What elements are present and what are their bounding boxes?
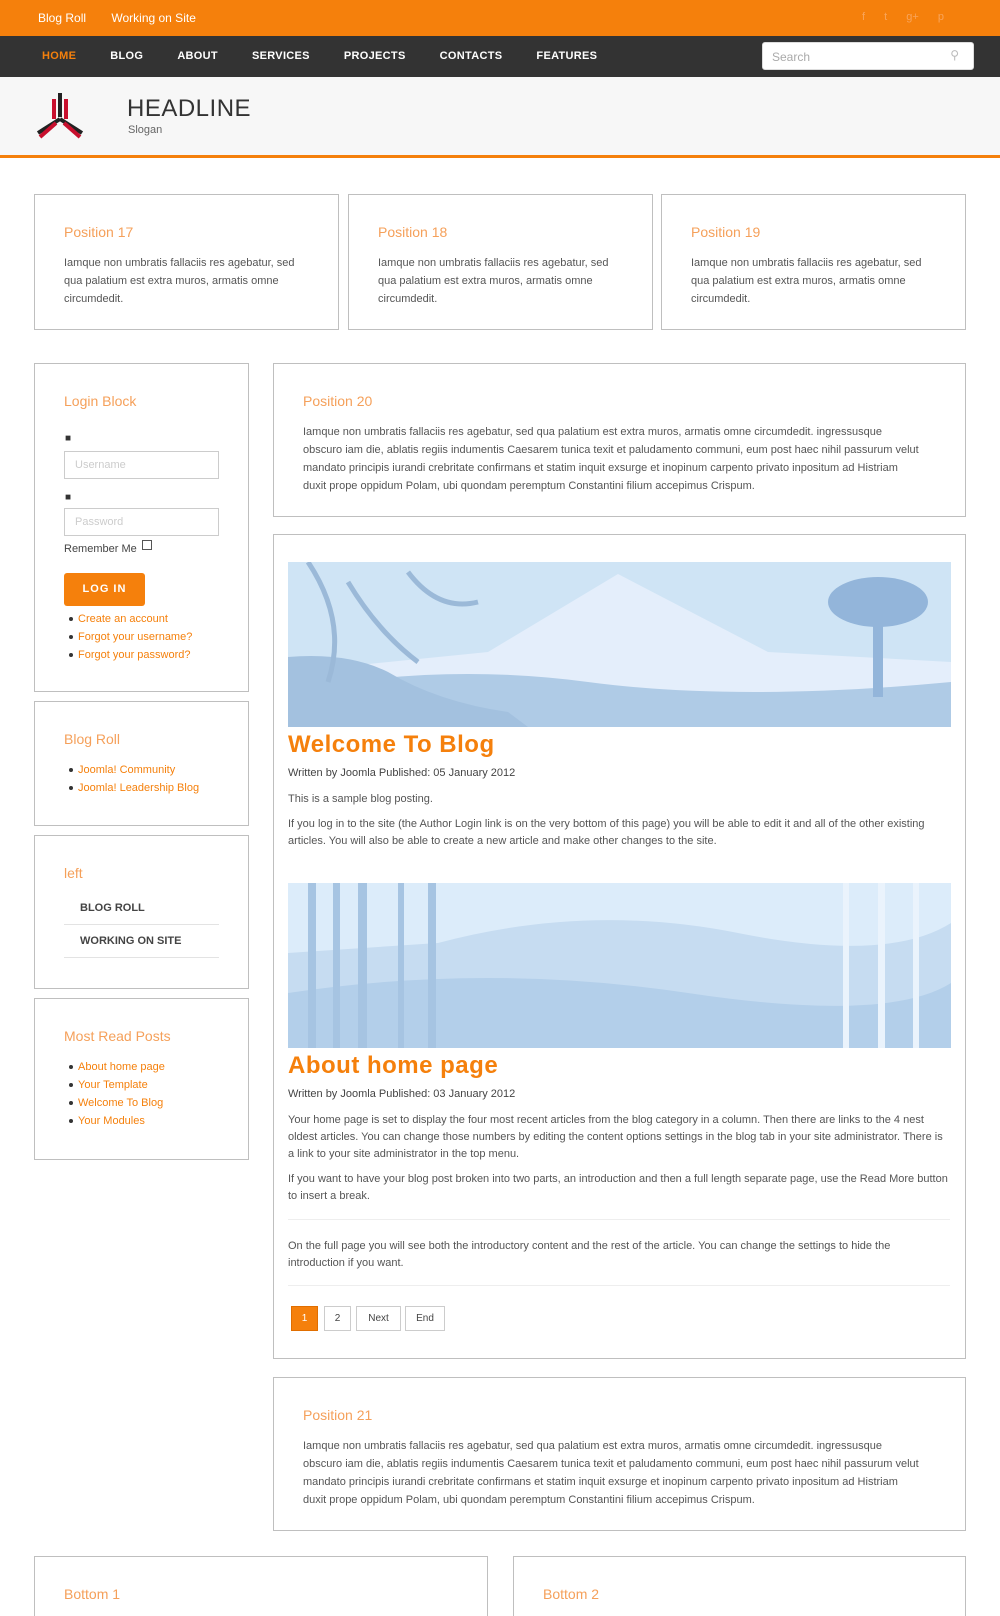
search-input[interactable] — [762, 42, 974, 70]
position-18-box — [348, 194, 653, 330]
main-nav — [0, 36, 1000, 77]
top-link-working-on-site[interactable]: Working on Site — [111, 11, 196, 25]
article-1-para: This is a sample blog posting. — [288, 793, 433, 805]
most-read-link[interactable]: Welcome To Blog — [64, 1094, 165, 1112]
page-2-button[interactable]: 2 — [324, 1306, 351, 1331]
most-read-link[interactable]: Your Template — [64, 1076, 165, 1094]
end-page-button[interactable]: End — [405, 1306, 445, 1331]
most-read-links — [64, 1058, 165, 1130]
article-1-image[interactable] — [288, 562, 951, 727]
position-19-text: Iamque non umbratis fallaciis res agebatur, sed qua palatium est extra muros, armatis omne circumdedit. — [691, 257, 922, 305]
lock-icon: ■ — [65, 492, 72, 503]
blog-roll-block — [34, 701, 249, 826]
most-read-block — [34, 998, 249, 1160]
login-title: Login Block — [64, 393, 137, 409]
remember-me-label: Remember Me — [64, 543, 137, 555]
left-menu-item-blog-roll[interactable]: BLOG ROLL — [64, 892, 219, 925]
article-2-image[interactable] — [288, 883, 951, 1048]
twitter-icon[interactable]: t — [884, 11, 888, 23]
password-input[interactable]: Password — [64, 508, 219, 536]
left-menu-block — [34, 835, 249, 989]
nav-item-home[interactable]: HOME — [42, 50, 77, 62]
nav-item-about[interactable]: ABOUT — [177, 50, 218, 62]
position-19-title: Position 19 — [691, 224, 761, 240]
search-icon[interactable]: ⚲ — [950, 48, 959, 62]
nav-item-blog[interactable]: BLOG — [110, 50, 144, 62]
login-block — [34, 363, 249, 692]
blog-articles — [273, 534, 966, 1359]
position-19-box — [661, 194, 966, 330]
logo-icon[interactable] — [30, 91, 90, 141]
position-20-box — [273, 363, 966, 517]
position-21-box — [273, 1377, 966, 1531]
top-link-blog-roll[interactable]: Blog Roll — [38, 11, 87, 25]
article-1-meta: Written by Joomla Published: 05 January 2012 — [288, 767, 516, 779]
login-links — [64, 610, 192, 664]
position-17-title: Position 17 — [64, 224, 134, 240]
pinterest-icon[interactable]: p — [937, 11, 944, 23]
social-links — [846, 11, 944, 23]
left-menu-item-working-on-site[interactable]: WORKING ON SITE — [64, 925, 219, 958]
left-menu-title: left — [64, 865, 83, 881]
forgot-password-link[interactable]: Forgot your password? — [64, 646, 192, 664]
nav-item-features[interactable]: FEATURES — [536, 50, 598, 62]
blog-roll-title: Blog Roll — [64, 731, 121, 747]
top-bar — [0, 0, 1000, 36]
next-page-button[interactable]: Next — [356, 1306, 401, 1331]
bottom-1-title: Bottom 1 — [64, 1586, 121, 1602]
site-slogan: Slogan — [128, 124, 163, 136]
position-21-title: Position 21 — [303, 1407, 373, 1423]
forgot-username-link[interactable]: Forgot your username? — [64, 628, 192, 646]
nav-item-contacts[interactable]: CONTACTS — [439, 50, 503, 62]
username-input[interactable]: Username — [64, 451, 219, 479]
article-divider — [288, 1285, 950, 1286]
position-17-text: Iamque non umbratis fallaciis res agebatur, sed qua palatium est extra muros, armatis omne circumdedit. — [64, 257, 295, 305]
position-21-text: Iamque non umbratis fallaciis res agebatur, sed qua palatium est extra muros, armatis omne circumdedit. ingressusque obscuro iam die, ablatis regiis indumentis Caesarem tunica texit et paludamento communi, eum post haec nihil passurum velut mandato principis iurandi crebritate confirmans et statim inquit exsurge et inopinum carpento privato inpositum ad Histriam duxit prope oppidum Polam, ubi quondam peremptum Constantini filium accepimus Crispum. — [303, 1440, 919, 1506]
google-plus-icon[interactable]: g+ — [906, 11, 919, 23]
position-20-title: Position 20 — [303, 393, 373, 409]
most-read-link[interactable]: Your Modules — [64, 1112, 165, 1130]
position-17-box — [34, 194, 339, 330]
most-read-link[interactable]: About home page — [64, 1058, 165, 1076]
position-20-text: Iamque non umbratis fallaciis res agebatur, sed qua palatium est extra muros, armatis omne circumdedit. ingressusque obscuro iam die, ablatis regiis indumentis Caesarem tunica texit et paludamento communi, eum post haec nihil passurum velut mandato principis iurandi crebritate confirmans et statim inquit exsurge et inopinum carpento privato inpositum ad Histriam duxit prope oppidum Polam, ubi quondam peremptum Constantini filium accepimus Crispum. — [303, 426, 919, 492]
article-2-para: Your home page is set to display the four most recent articles from the blog category in a column. Then there are links to the 4 nest oldest articles. You can change those numbers by editing the content options settings in the blog tab in your site administrator. There is a link to your site administrator in the top menu. — [288, 1114, 943, 1160]
remember-me-checkbox[interactable] — [142, 540, 152, 550]
top-links — [38, 11, 218, 25]
page-1-button[interactable]: 1 — [291, 1306, 318, 1331]
article-2-para: On the full page you will see both the introductory content and the rest of the article. You can change the settings to hide the introduction if you want. — [288, 1240, 891, 1269]
article-2-meta: Written by Joomla Published: 03 January 2012 — [288, 1088, 516, 1100]
login-button[interactable]: LOG IN — [64, 573, 145, 606]
article-1-title[interactable]: Welcome To Blog — [288, 731, 495, 758]
joomla-community-link[interactable]: Joomla! Community — [64, 761, 199, 779]
bottom-1-box — [34, 1556, 488, 1616]
nav-menu — [42, 50, 628, 62]
most-read-title: Most Read Posts — [64, 1028, 171, 1044]
joomla-leadership-blog-link[interactable]: Joomla! Leadership Blog — [64, 779, 199, 797]
position-18-text: Iamque non umbratis fallaciis res agebatur, sed qua palatium est extra muros, armatis omne circumdedit. — [378, 257, 609, 305]
bottom-2-box — [513, 1556, 966, 1616]
pagination — [291, 1306, 591, 1332]
article-divider — [288, 1219, 950, 1220]
nav-item-projects[interactable]: PROJECTS — [343, 50, 406, 62]
position-18-title: Position 18 — [378, 224, 448, 240]
article-1-para: If you log in to the site (the Author Login link is on the very bottom of this page) you will be able to edit it and all of the other existing articles. You will also be able to create a new article and make other changes to the site. — [288, 818, 925, 847]
site-headline[interactable]: HEADLINE — [127, 95, 252, 122]
facebook-icon[interactable]: f — [862, 11, 866, 23]
bottom-2-title: Bottom 2 — [543, 1586, 600, 1602]
create-account-link[interactable]: Create an account — [64, 610, 192, 628]
left-menu-list — [64, 892, 219, 958]
search-placeholder: Search — [772, 50, 811, 64]
user-icon: ■ — [65, 433, 72, 444]
blog-roll-links — [64, 761, 199, 797]
nav-item-services[interactable]: SERVICES — [251, 50, 310, 62]
site-header — [0, 77, 1000, 158]
article-2-para: If you want to have your blog post broken into two parts, an introduction and then a full length separate page, use the Read More button to insert a break. — [288, 1173, 948, 1202]
article-2-title[interactable]: About home page — [288, 1052, 499, 1079]
